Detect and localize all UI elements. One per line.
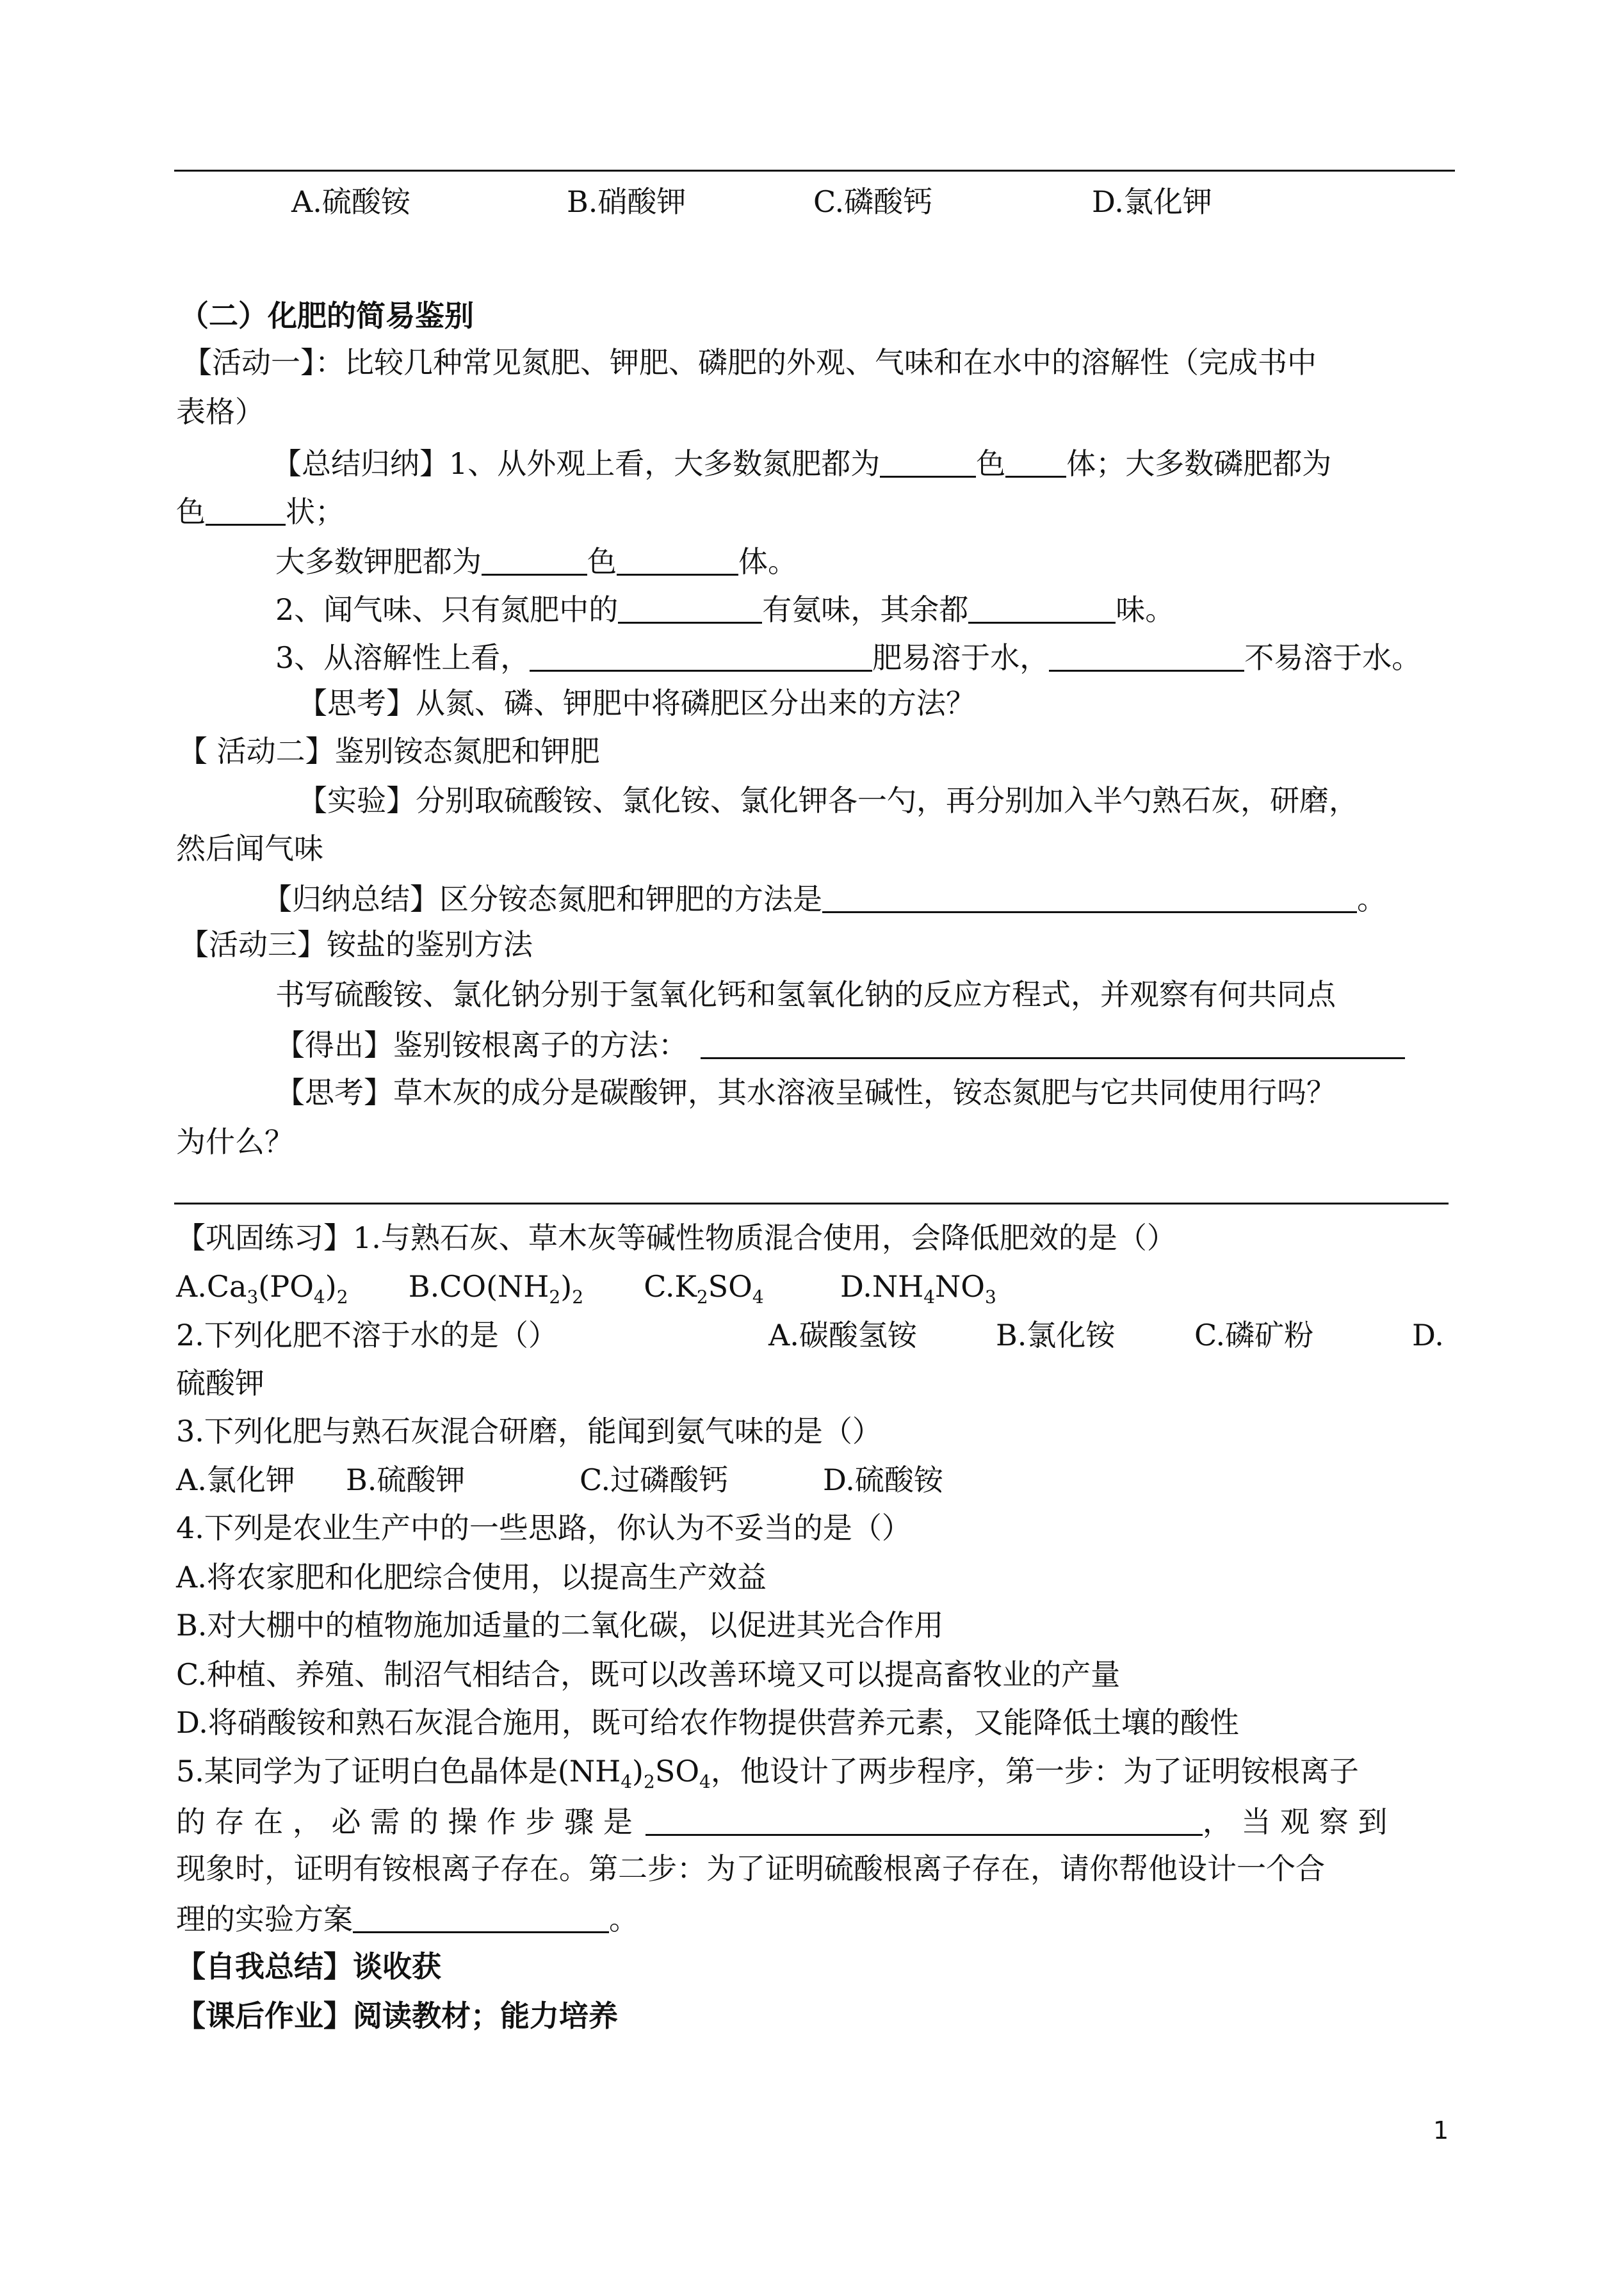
option-c: C.磷酸钙 bbox=[813, 184, 933, 219]
blank[interactable] bbox=[880, 446, 976, 478]
answer-rule bbox=[174, 1203, 1449, 1204]
q4-option-b: B.对大棚中的植物施加适量的二氧化碳，以促进其光合作用 bbox=[176, 1608, 944, 1642]
practice-q1-options bbox=[176, 1269, 996, 1308]
blank[interactable] bbox=[353, 1902, 609, 1933]
q2-option-d: D. bbox=[1412, 1318, 1444, 1352]
q2-option-b: B.氯化铵 bbox=[996, 1318, 1116, 1352]
top-rule bbox=[174, 170, 1455, 172]
q4-option-c: C.种植、养殖、制沼气相结合，既可以改善环境又可以提高畜牧业的产量 bbox=[176, 1657, 1121, 1692]
experiment-line2: 然后闻气味 bbox=[176, 831, 323, 866]
think2-line1: 【思考】草木灰的成分是碳酸钾，其水溶液呈碱性，铵态氮肥与它共同使用行吗？ bbox=[275, 1075, 1336, 1110]
section-title: （二）化肥的简易鉴别 bbox=[179, 298, 474, 333]
blank[interactable] bbox=[530, 640, 872, 672]
practice-q5-line4: 理的实验方案 。 bbox=[176, 1902, 638, 1936]
activity1-line2: 表格） bbox=[176, 394, 264, 429]
practice-q1: 【巩固练习】1.与熟石灰、草木灰等碱性物质混合使用，会降低肥效的是（） bbox=[176, 1220, 1176, 1255]
q3-option-b: B.硫酸钾 bbox=[346, 1463, 466, 1497]
conclusion2: 【归纳总结】区分铵态氮肥和钾肥的方法是 。 bbox=[263, 882, 1386, 916]
blank[interactable] bbox=[618, 592, 762, 624]
blank[interactable] bbox=[822, 882, 1357, 913]
practice-q2: 2.下列化肥不溶于水的是（） bbox=[176, 1318, 558, 1352]
page-number: 1 bbox=[1433, 2116, 1449, 2145]
q1-option-d: $D.NH_4NO_3$ bbox=[840, 1269, 996, 1308]
blank[interactable] bbox=[1005, 446, 1066, 478]
blank[interactable] bbox=[968, 592, 1116, 624]
option-a: A.硫酸铵 bbox=[291, 184, 410, 219]
summary-line4: 2、闻气味、只有氮肥中的 有氨味，其余都 味。 bbox=[275, 592, 1175, 627]
q1-option-b: $B.CO(NH_2)_2$ bbox=[408, 1269, 584, 1308]
blank[interactable] bbox=[206, 494, 286, 526]
summary-line5: 3、从溶解性上看， 肥易溶于水， 不易溶于水。 bbox=[275, 640, 1422, 675]
practice-q4: 4.下列是农业生产中的一些思路，你认为不妥当的是（） bbox=[176, 1511, 911, 1545]
blank[interactable] bbox=[617, 544, 738, 576]
q1-option-c: $C.K_2SO_4$ bbox=[644, 1269, 764, 1308]
experiment-line1: 【实验】分别取硫酸铵、氯化铵、氯化钾各一勺，再分别加入半勺熟石灰，研磨， bbox=[298, 783, 1358, 818]
activity3-title: 【活动三】铵盐的鉴别方法 bbox=[179, 927, 533, 962]
activity2-title: 【 活动二】鉴别铵态氮肥和钾肥 bbox=[178, 734, 600, 768]
activity1-line1: 【活动一】：比较几种常见氮肥、钾肥、磷肥的外观、气味和在水中的溶解性（完成书中 bbox=[183, 345, 1317, 380]
write-equations: 书写硫酸铵、氯化钠分别于氢氧化钙和氢氧化钠的反应方程式，并观察有何共同点 bbox=[275, 977, 1336, 1012]
q1-option-a: $A.Ca_3(PO_4)_2$ bbox=[176, 1269, 348, 1308]
practice-q5-line1: 5.某同学为了证明白色晶体是$(NH_4)_2SO_4$，他设计了两步程序，第一步：为了证明铵根离子 bbox=[176, 1754, 1359, 1792]
blank[interactable] bbox=[1049, 640, 1244, 672]
blank[interactable] bbox=[646, 1804, 1203, 1836]
option-b: B.硝酸钾 bbox=[567, 184, 686, 219]
think2-line2: 为什么？ bbox=[176, 1124, 294, 1159]
q2-option-c: C.磷矿粉 bbox=[1194, 1318, 1314, 1352]
summary-line3: 大多数钾肥都为 色 体。 bbox=[275, 544, 797, 579]
q4-option-a: A.将农家肥和化肥综合使用，以提高生产效益 bbox=[176, 1560, 767, 1594]
think1: 【思考】从氮、磷、钾肥中将磷肥区分出来的方法？ bbox=[298, 686, 975, 720]
summary-line2: 色 状； bbox=[176, 494, 345, 529]
q3-option-c: C.过磷酸钙 bbox=[580, 1463, 729, 1497]
result-line: 【得出】鉴别铵根离子的方法： bbox=[275, 1028, 1405, 1060]
practice-q3: 3.下列化肥与熟石灰混合研磨，能闻到氨气味的是（） bbox=[176, 1414, 882, 1448]
practice-q5-line3: 现象时，证明有铵根离子存在。第二步：为了证明硫酸根离子存在，请你帮他设计一个合 bbox=[176, 1851, 1325, 1886]
blank[interactable] bbox=[482, 544, 587, 576]
blank[interactable] bbox=[701, 1028, 1405, 1059]
self-summary: 【自我总结】谈收获 bbox=[176, 1949, 441, 1984]
homework: 【课后作业】阅读教材；能力培养 bbox=[176, 1999, 618, 2033]
practice-q2-continued: 硫酸钾 bbox=[176, 1366, 264, 1400]
q3-option-a: A.氯化钾 bbox=[176, 1463, 295, 1497]
q2-option-a: A.碳酸氢铵 bbox=[768, 1318, 917, 1352]
practice-q5-line2: 的 存 在 ， 必 需 的 操 作 步 骤 是 ， 当 观 察 到 bbox=[176, 1804, 1388, 1839]
q3-option-d: D.硫酸铵 bbox=[823, 1463, 943, 1497]
q4-option-d: D.将硝酸铵和熟石灰混合施用，既可给农作物提供营养元素，又能降低土壤的酸性 bbox=[176, 1705, 1239, 1740]
option-d: D.氯化钾 bbox=[1092, 184, 1212, 219]
summary-line1: 【总结归纳】1、从外观上看，大多数氮肥都为 色 体；大多数磷肥都为 bbox=[272, 446, 1332, 481]
